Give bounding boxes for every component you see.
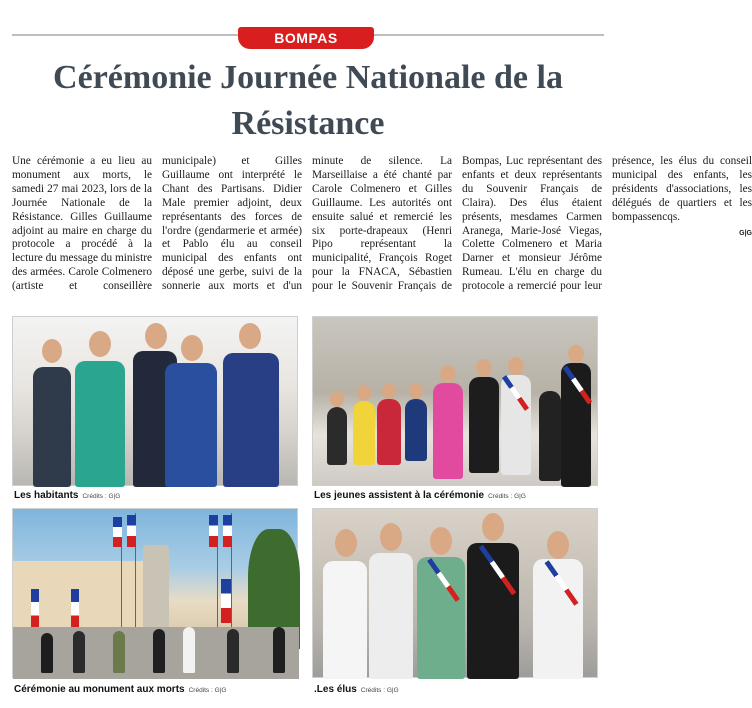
person (377, 399, 401, 465)
person-head (482, 513, 504, 541)
caption-text: Les jeunes assistent à la cérémonie (314, 490, 485, 501)
flag (221, 579, 231, 623)
section-tag: BOMPAS (238, 27, 374, 49)
article-text: Une cérémonie a eu lieu au monument aux morts, le samedi 27 mai 2023, lors de la Journée Nationale de la Résistance. Gilles Guillaume adjoint au maire en charge du protocole a procédé à la lecture du message du ministre des armées. Carole Colmenero (artiste et conseillère municipale) et Gilles Guillaume ont interprété le Chant des Partisans. Didier Male premier adjoint, deux représentants des forces de l'ordre (gendarmerie et armée) et Pablo élu au conseil municipal des enfants ont déposé une gerbe, suivi de la sonnerie aux morts et d'un minute de silence. La Marseillaise a été chanté par Carole Colmenero et Gilles Guillaume. Les autorités ont ensuite salué et remercié les six porte-drapeaux (Henri Pipo représentant la municipalité, François Roget pour la FNACA, Sébastien pour le Souvenir Français de Bompas, Luc représentant des enfants et deux représentants du Souvenir Français de Claira). Des élus étaient présents, mesdames Carmen Aranega, Marie-José Viegas, Colette Colmenero et Maria Darner et monsieur Jérôme Rumeau. L'élu en charge du protocole a remercié pour leur présence, les élus du conseil municipal des enfants, les présidents d'associations, les délégués de quartiers et les bompassencqs. (12, 155, 752, 293)
person (469, 377, 499, 473)
person (323, 561, 367, 679)
person-head (476, 359, 492, 377)
person-head (330, 391, 344, 407)
flag (71, 589, 79, 629)
person (405, 399, 427, 461)
caption-text: Cérémonie au monument aux morts (14, 684, 185, 695)
photo-caption (314, 684, 399, 695)
person-head (508, 357, 524, 375)
person (41, 633, 53, 673)
person (75, 361, 125, 487)
flag (31, 589, 39, 629)
article-body (12, 155, 752, 305)
photo-elus (312, 508, 598, 678)
person-head (380, 523, 402, 551)
lectern (539, 391, 561, 481)
flag (223, 515, 232, 547)
person (183, 627, 195, 673)
person-head (409, 383, 423, 399)
person (327, 407, 347, 465)
person (33, 367, 71, 487)
person (153, 629, 165, 673)
caption-credit: Crédits : G|G (188, 687, 227, 694)
person-head (145, 323, 167, 349)
caption-credit: Crédits : G|G (360, 687, 399, 694)
person-head (181, 335, 203, 361)
caption-text: .Les élus (314, 684, 357, 695)
person-head (335, 529, 357, 557)
photo-monument (12, 508, 298, 678)
caption-text: Les habitants (14, 490, 79, 501)
person-head (382, 383, 396, 399)
person (227, 629, 239, 673)
person-head (440, 365, 456, 383)
person-head (42, 339, 62, 363)
photo-caption (14, 684, 226, 695)
article-signature: G|G (739, 229, 752, 237)
person-head (239, 323, 261, 349)
person (73, 631, 85, 673)
article-title: Cérémonie Journée Nationale de la Résistance (53, 59, 563, 142)
caption-credit: Crédits : G|G (488, 493, 526, 500)
person-head (357, 385, 371, 401)
photo-caption (314, 490, 526, 501)
person (353, 401, 375, 465)
person (113, 631, 125, 673)
flag (209, 515, 218, 547)
person (223, 353, 279, 487)
photo-caption (14, 490, 120, 501)
photo-jeunes (312, 316, 598, 486)
person-head (547, 531, 569, 559)
person (273, 627, 285, 673)
person (369, 553, 413, 679)
photo-habitants (12, 316, 298, 486)
person-head (568, 345, 584, 363)
flag (127, 515, 136, 547)
person (433, 383, 463, 479)
caption-credit: Crédits : G|G (82, 493, 121, 500)
person-head (430, 527, 452, 555)
person-head (89, 331, 111, 357)
flag (113, 517, 122, 547)
person (165, 363, 217, 487)
